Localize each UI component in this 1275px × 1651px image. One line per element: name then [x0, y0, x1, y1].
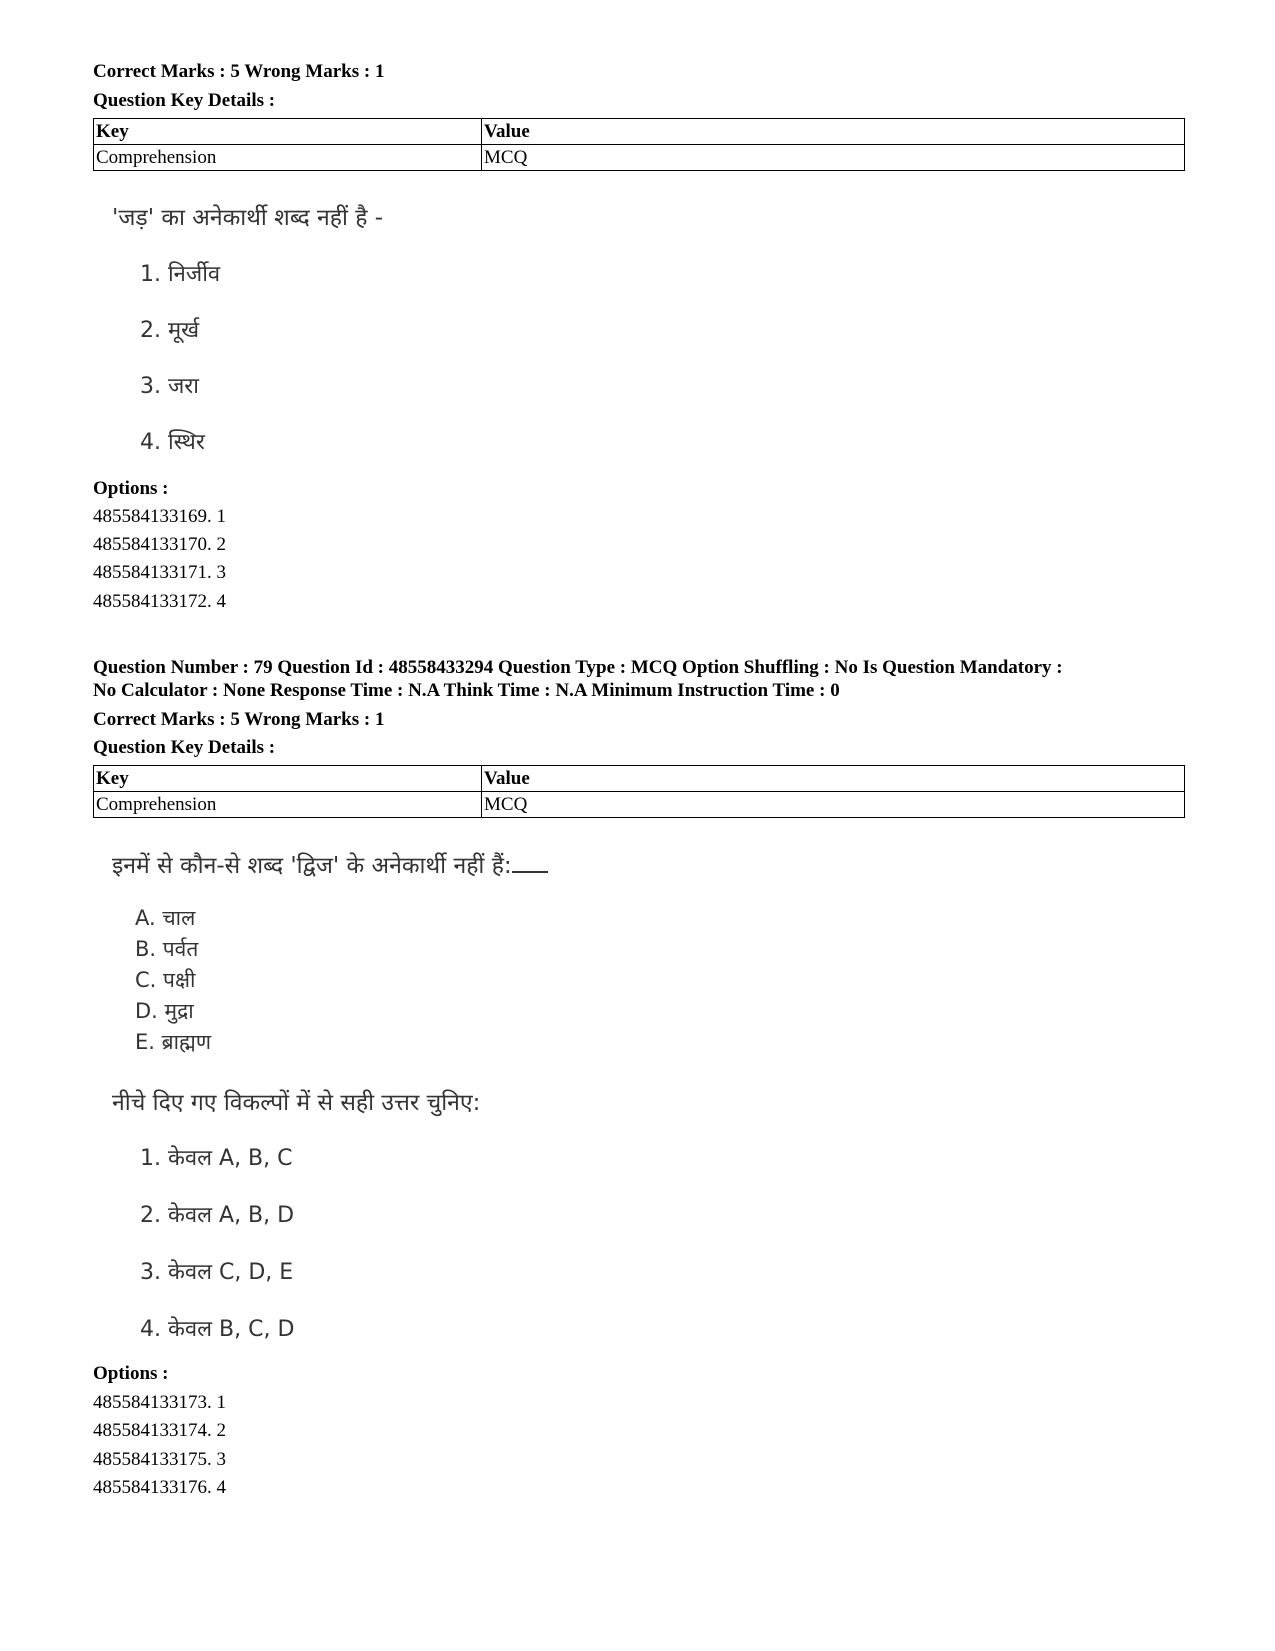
correct-wrong-marks: Correct Marks : 5 Wrong Marks : 1 — [93, 61, 385, 82]
statement-item: E. ब्राह्मण — [135, 1030, 212, 1054]
statement-item: C. पक्षी — [135, 968, 196, 992]
correct-wrong-marks: Correct Marks : 5 Wrong Marks : 1 — [93, 709, 385, 730]
option-id: 485584133173. 1 — [93, 1392, 226, 1413]
options-label: Options : — [93, 1363, 169, 1384]
choice-item: 1. निर्जीव — [140, 262, 221, 287]
choice-item: 3. केवल C, D, E — [140, 1260, 294, 1285]
option-id: 485584133175. 3 — [93, 1449, 226, 1470]
choice-item: 3. जरा — [140, 374, 200, 399]
question-header-line1: Question Number : 79 Question Id : 48558433294 Question Type : MCQ Option Shuffling : No Is Question Mandatory : — [93, 657, 1063, 678]
table-header-row — [94, 766, 1185, 792]
table-cell-value: MCQ — [482, 792, 1185, 818]
table-cell-key: Comprehension — [94, 145, 482, 171]
answer-blank — [512, 870, 548, 873]
table-header-key: Key — [94, 119, 482, 145]
question-text-wrap — [112, 848, 548, 880]
table-row — [94, 792, 1185, 818]
choice-item: 2. केवल A, B, D — [140, 1203, 295, 1228]
option-id: 485584133170. 2 — [93, 534, 226, 555]
statement-item: B. पर्वत — [135, 937, 199, 961]
choice-item: 4. स्थिर — [140, 430, 205, 455]
option-id: 485584133169. 1 — [93, 506, 226, 527]
statement-item: D. मुद्रा — [135, 999, 194, 1023]
choice-item: 1. केवल A, B, C — [140, 1146, 293, 1171]
statement-item: A. चाल — [135, 906, 196, 930]
choice-item: 2. मूर्ख — [140, 318, 200, 343]
question-header-line2: No Calculator : None Response Time : N.A Think Time : N.A Minimum Instruction Time : 0 — [93, 680, 840, 701]
question-key-table — [93, 118, 1185, 171]
option-id: 485584133172. 4 — [93, 591, 226, 612]
table-header-value: Value — [482, 119, 1185, 145]
question-key-table — [93, 765, 1185, 818]
question-key-details-label: Question Key Details : — [93, 737, 276, 758]
instruction-text: नीचे दिए गए विकल्पों में से सही उत्तर चुनिए: — [112, 1090, 481, 1116]
table-cell-value: MCQ — [482, 145, 1185, 171]
options-label: Options : — [93, 478, 169, 499]
option-id: 485584133171. 3 — [93, 562, 226, 583]
question-text: इनमें से कौन-से शब्द 'द्विज' के अनेकार्थी नहीं हैं: — [112, 853, 512, 879]
question-text: 'जड़' का अनेकार्थी शब्द नहीं है - — [112, 205, 384, 231]
choice-item: 4. केवल B, C, D — [140, 1317, 295, 1342]
table-cell-key: Comprehension — [94, 792, 482, 818]
option-id: 485584133174. 2 — [93, 1420, 226, 1441]
question-key-details-label: Question Key Details : — [93, 90, 276, 111]
table-row — [94, 145, 1185, 171]
table-header-value: Value — [482, 766, 1185, 792]
table-header-row — [94, 119, 1185, 145]
option-id: 485584133176. 4 — [93, 1477, 226, 1498]
table-header-key: Key — [94, 766, 482, 792]
